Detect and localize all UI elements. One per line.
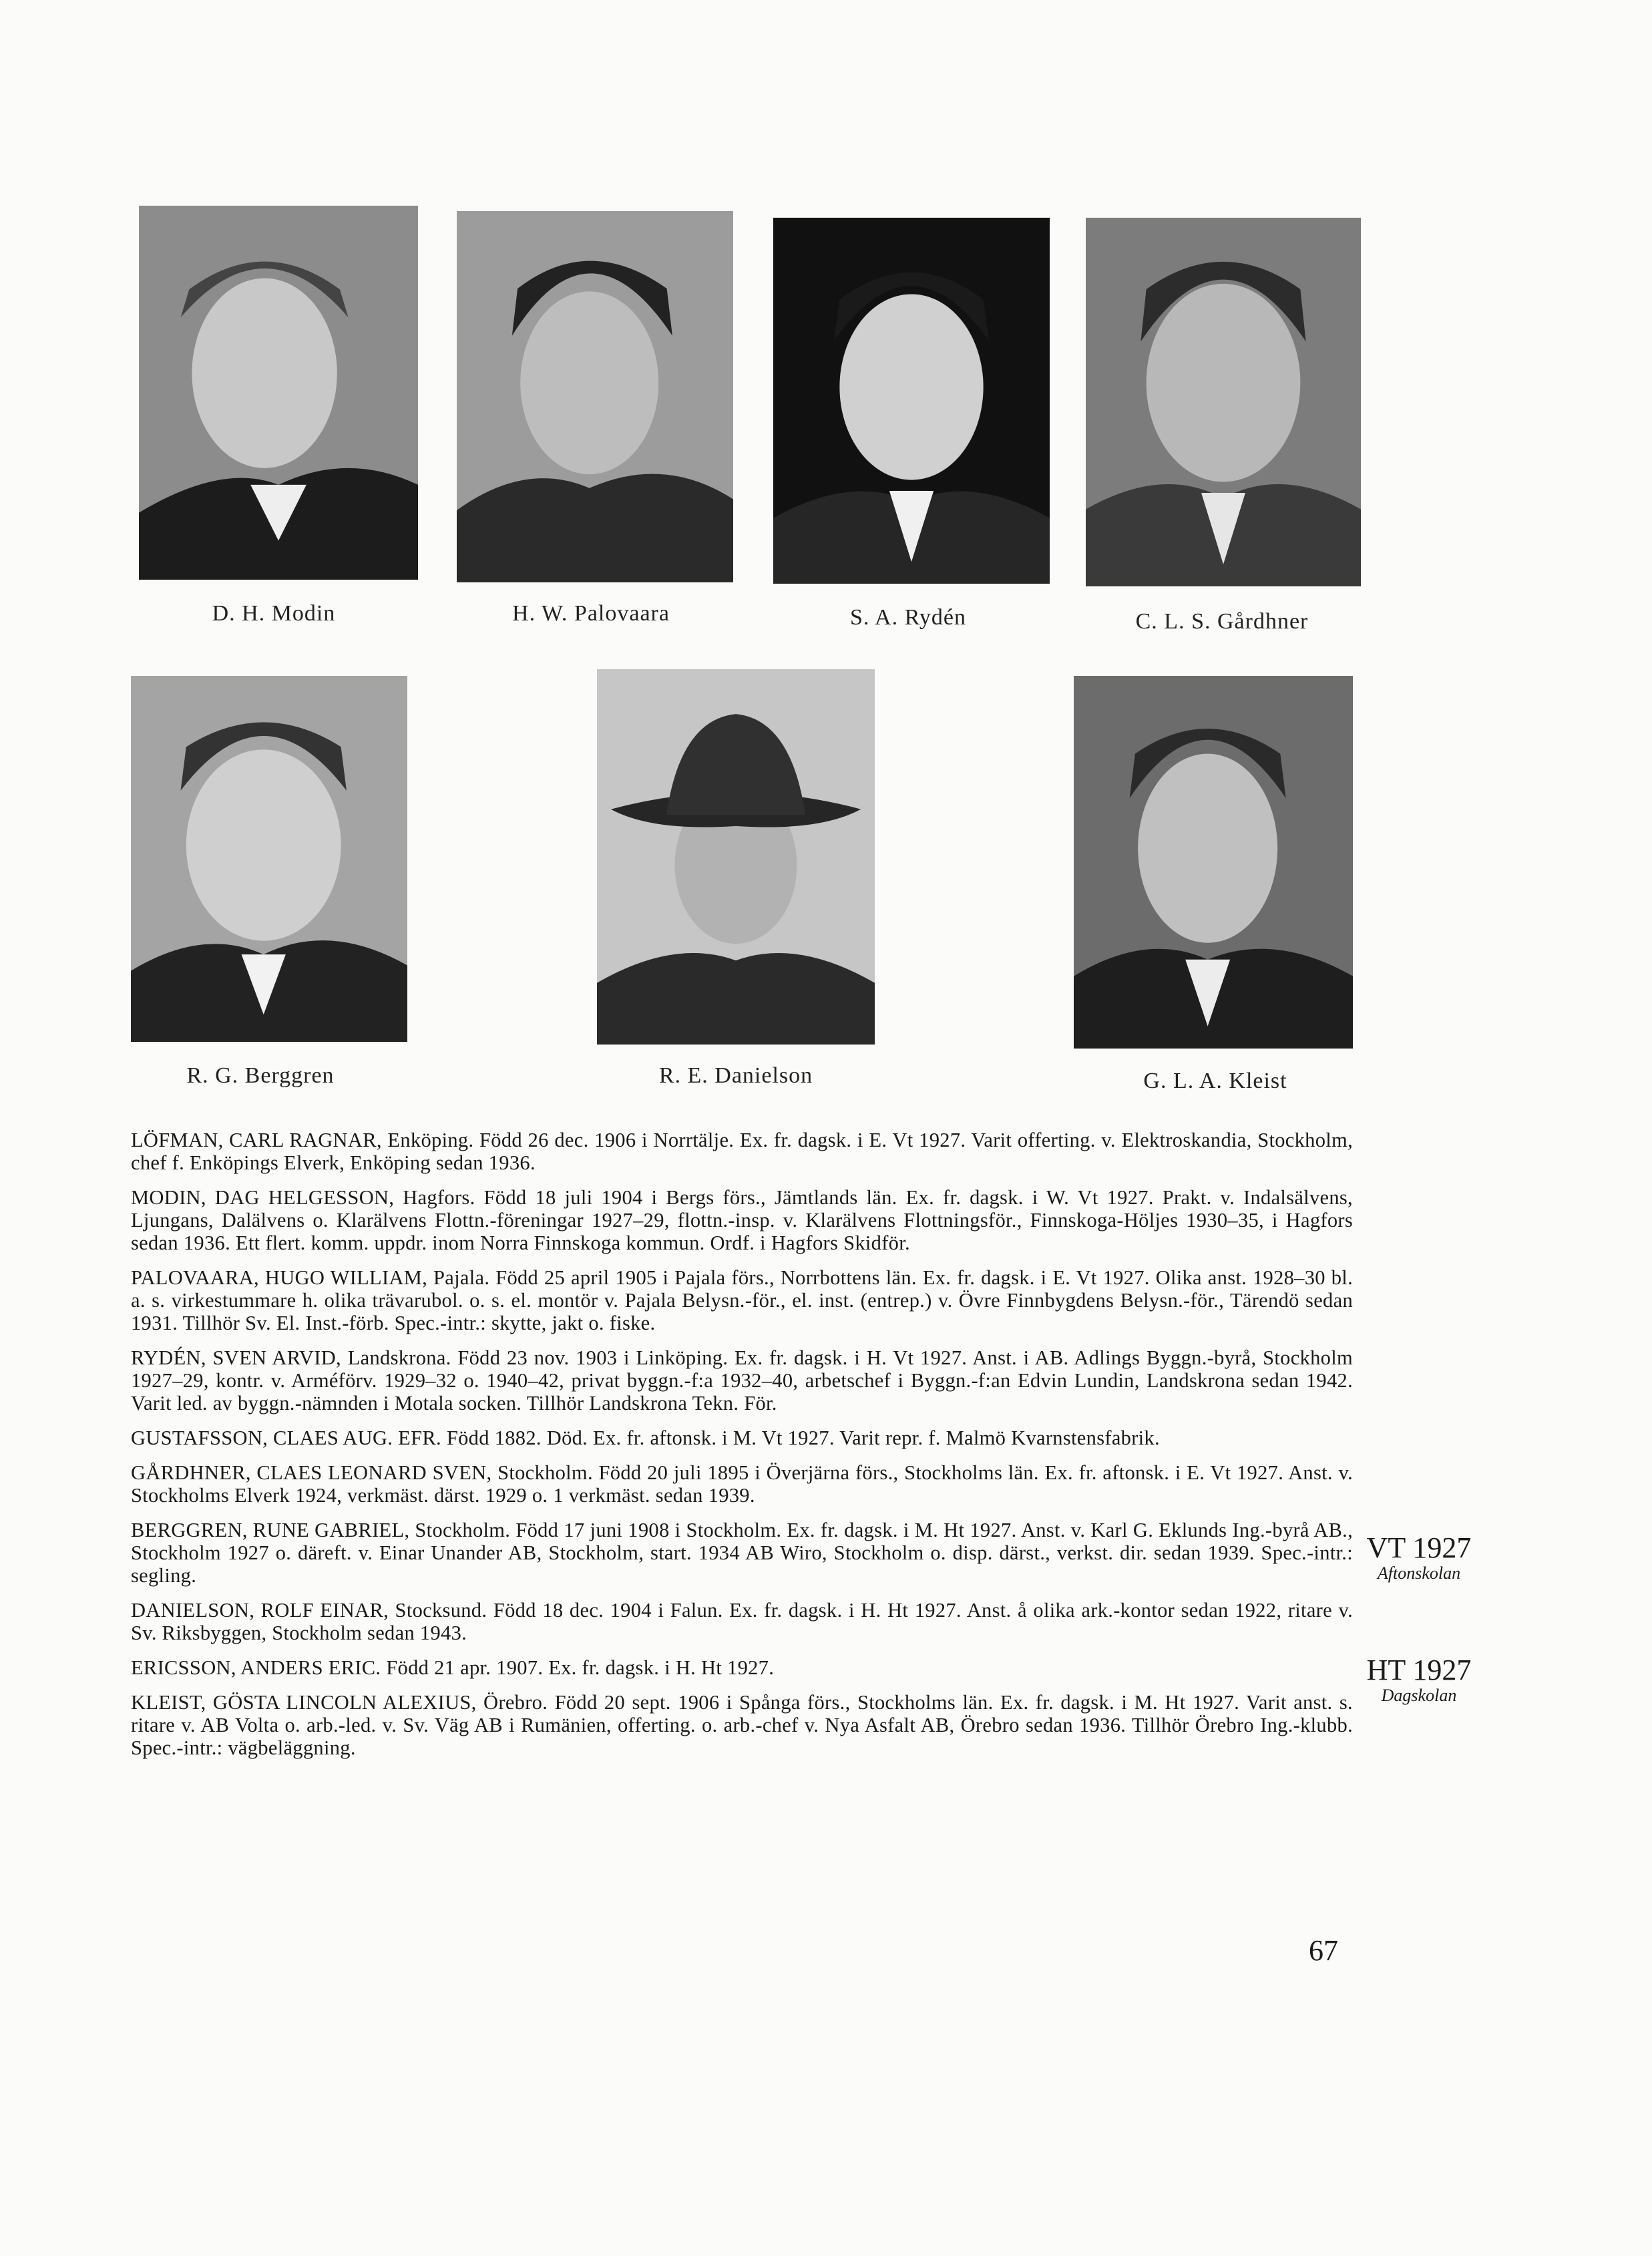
portrait-caption-ryden: S. A. Rydén	[850, 605, 966, 630]
portrait-caption-berggren: R. G. Berggren	[186, 1063, 335, 1088]
side-label-ht-school: Dagskolan	[1381, 1686, 1457, 1705]
portrait-photo-kleist	[1074, 676, 1353, 1049]
portrait-photo-berggren	[131, 676, 407, 1042]
portrait-photo-danielson	[597, 669, 875, 1045]
entry-palovaara: PALOVAARA, HUGO WILLIAM, Pajala. Född 25 april 1905 i Pajala förs., Norrbottens län. Ex. fr. dagsk. i E. Vt 1927. Olika anst. 1928–30 bl. a. s. virkestummare h. olika trävarubol. o. s. el. montör v. Pajala Belysn.-för., el. inst. (entrep.) v. Övre Finnbygdens Belysn.-för., Tärendö sedan 1931. Tillhör Sv. El. Inst.-förb. Spec.-intr.: skytte, jakt o. fiske.	[131, 1266, 1353, 1334]
entry-kleist: KLEIST, GÖSTA LINCOLN ALEXIUS, Örebro. Född 20 sept. 1906 i Spånga förs., Stockholms län. Ex. fr. dagsk. i M. Ht 1927. Varit anst. s. ritare v. AB Volta o. arb.-led. v. Sv. Väg AB i Rumänien, offerting. o. arb.-chef v. Nya Asfalt AB, Örebro sedan 1936. Tillhör Örebro Ing.-klubb. Spec.-intr.: vägbeläggning.	[131, 1691, 1353, 1759]
portrait-photo-modin	[139, 206, 418, 580]
entry-ericsson: ERICSSON, ANDERS ERIC. Född 21 apr. 1907. Ex. fr. dagsk. i H. Ht 1927.	[131, 1656, 775, 1679]
side-label-vt	[1356, 1533, 1482, 1583]
side-label-ht-year: HT 1927	[1366, 1654, 1472, 1686]
entry-danielson: DANIELSON, ROLF EINAR, Stocksund. Född 18 dec. 1904 i Falun. Ex. fr. dagsk. i H. Ht 1927. Anst. å olika ark.-kontor sedan 1922, ritare v. Sv. Riksbyggen, Stockholm sedan 1943.	[131, 1599, 1353, 1644]
portrait-caption-modin: D. H. Modin	[212, 601, 336, 626]
entry-ryden: RYDÉN, SVEN ARVID, Landskrona. Född 23 nov. 1903 i Linköping. Ex. fr. dagsk. i H. Vt 1927. Anst. i AB. Adlings Byggn.-byrå, Stockholm 1927–29, kontr. v. Arméförv. 1929–32 o. 1940–42, privat byggn.-f:a 1932–40, arbetschef i Byggn.-f:an Edvin Lundin, Landskrona sedan 1942. Varit led. av byggn.-nämnden i Motala socken. Tillhör Landskrona Tekn. För.	[131, 1346, 1353, 1415]
entry-gustafsson: GUSTAFSSON, CLAES AUG. EFR. Född 1882. Död. Ex. fr. aftonsk. i M. Vt 1927. Varit repr. f. Malmö Kvarnstensfabrik.	[131, 1427, 1160, 1449]
portrait-photo-ryden	[773, 218, 1050, 584]
page-number: 67	[1309, 1934, 1338, 1967]
portrait-photo-palovaara	[457, 211, 733, 582]
side-label-ht	[1356, 1655, 1482, 1706]
entry-modin: MODIN, DAG HELGESSON, Hagfors. Född 18 juli 1904 i Bergs förs., Jämtlands län. Ex. fr. dagsk. i W. Vt 1927. Prakt. v. Indalsälvens, Ljungans, Dalälvens o. Klarälvens Flottn.-föreningar 1927–29, flottn.-insp. v. Klarälvens Flottningsför., Finnskoga-Höljes 1930–35, i Hagfors sedan 1936. Ett flert. komm. uppdr. inom Norra Finnskoga kommun. Ordf. i Hagfors Skidför.	[131, 1186, 1353, 1254]
portrait-caption-gardhner: C. L. S. Gårdhner	[1135, 609, 1309, 634]
entry-lofman: LÖFMAN, CARL RAGNAR, Enköping. Född 26 dec. 1906 i Norrtälje. Ex. fr. dagsk. i E. Vt 1927. Varit offerting. v. Elektroskandia, Stockholm, chef f. Enköpings Elverk, Enköping sedan 1936.	[131, 1129, 1353, 1174]
portrait-photo-gardhner	[1086, 218, 1361, 586]
entry-berggren: BERGGREN, RUNE GABRIEL, Stockholm. Född 17 juni 1908 i Stockholm. Ex. fr. dagsk. i M. Ht 1927. Anst. v. Karl G. Eklunds Ing.-byrå AB., Stockholm 1927 o. däreft. v. Einar Unander AB, Stockholm, start. 1934 AB Wiro, Stockholm o. disp. därst., verkst. dir. sedan 1939. Spec.-intr.: segling.	[131, 1519, 1353, 1587]
portrait-caption-kleist: G. L. A. Kleist	[1143, 1069, 1287, 1093]
portrait-caption-palovaara: H. W. Palovaara	[512, 601, 670, 626]
portrait-caption-danielson: R. E. Danielson	[658, 1063, 813, 1088]
side-label-vt-school: Aftonskolan	[1377, 1563, 1461, 1583]
side-label-vt-year: VT 1927	[1366, 1531, 1472, 1564]
entry-gardhner: GÅRDHNER, CLAES LEONARD SVEN, Stockholm. Född 20 juli 1895 i Överjärna förs., Stockholms län. Ex. fr. aftonsk. i E. Vt 1927. Anst. v. Stockholms Elverk 1924, verkmäst. därst. 1929 o. 1 verkmäst. sedan 1939.	[131, 1461, 1353, 1507]
biography-entries	[131, 1129, 1353, 1771]
